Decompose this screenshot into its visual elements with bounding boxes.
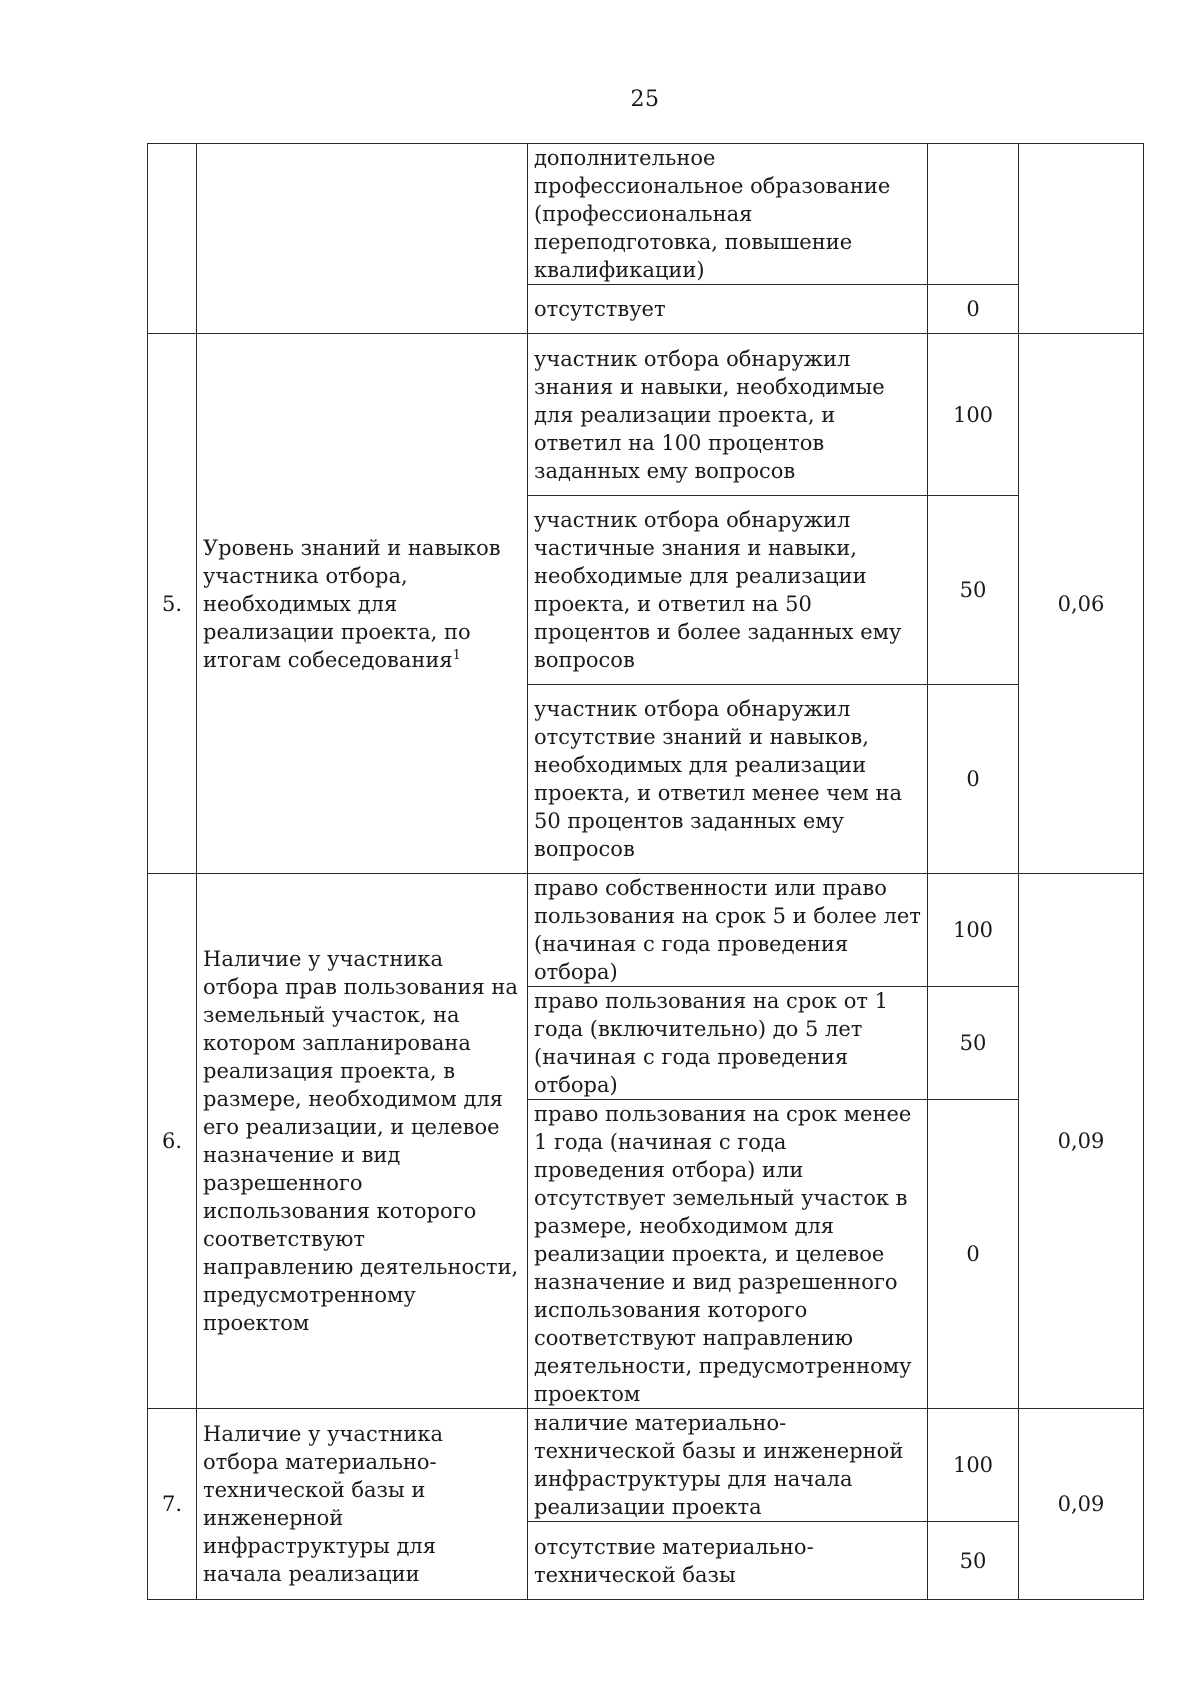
option-text: отсутствие материально-технической базы (528, 1522, 928, 1600)
weight-cell (1019, 144, 1144, 334)
weight-value: 0,09 (1019, 874, 1144, 1409)
option-text: наличие материально-технической базы и инженерной инфраструктуры для начала реализации проекта (528, 1409, 928, 1522)
option-text: отсутствует (528, 285, 928, 334)
option-text: участник отбора обнаружил отсутствие знаний и навыков, необходимых для реализации проекта, и ответил менее чем на 50 процентов заданных ему вопросов (528, 685, 928, 874)
row-number-cell (148, 144, 197, 334)
option-score (928, 144, 1019, 285)
page-number: 25 (630, 87, 660, 112)
weight-value: 0,09 (1019, 1409, 1144, 1600)
option-score: 100 (928, 1409, 1019, 1522)
row-number: 6. (148, 874, 197, 1409)
option-score: 50 (928, 1522, 1019, 1600)
footnote-mark: 1 (452, 647, 461, 663)
criterion-text: Наличие у участника отбора прав пользования на земельный участок, на котором запланирована реализация проекта, в размере, необходимом для его реализации, и целевое назначение и вид разрешенного использования которого соответствуют направлению деятельности, предусмотренному проектом (197, 874, 528, 1409)
option-score: 0 (928, 285, 1019, 334)
table-row (148, 874, 1144, 987)
option-score: 50 (928, 987, 1019, 1100)
option-score: 0 (928, 1100, 1019, 1409)
option-text: право собственности или право пользования на срок 5 и более лет (начиная с года проведения отбора) (528, 874, 928, 987)
option-score: 100 (928, 334, 1019, 496)
option-text: право пользования на срок от 1 года (включительно) до 5 лет (начиная с года проведения отбора) (528, 987, 928, 1100)
option-score: 50 (928, 496, 1019, 685)
criterion-text: Наличие у участника отбора материально-технической базы и инженерной инфраструктуры для начала реализации (197, 1409, 528, 1600)
row-number: 7. (148, 1409, 197, 1600)
option-text: право пользования на срок менее 1 года (начиная с года проведения отбора) или отсутствует земельный участок в размере, необходимом для реализации проекта, и целевое назначение и вид разрешенного использования которого соответствуют направлению деятельности, предусмотренному проектом (528, 1100, 928, 1409)
weight-value: 0,06 (1019, 334, 1144, 874)
table-row (148, 334, 1144, 496)
criterion-label: Уровень знаний и навыков участника отбора, необходимых для реализации проекта, по итогам собеседования (203, 535, 501, 672)
row-number: 5. (148, 334, 197, 874)
option-text: участник отбора обнаружил знания и навыки, необходимые для реализации проекта, и ответил на 100 процентов заданных ему вопросов (528, 334, 928, 496)
criteria-table (147, 143, 1144, 1600)
table-row (148, 1409, 1144, 1522)
table-row (148, 144, 1144, 285)
criterion-cell (197, 144, 528, 334)
option-score: 100 (928, 874, 1019, 987)
option-text: участник отбора обнаружил частичные знания и навыки, необходимые для реализации проекта, и ответил на 50 процентов и более заданных ему вопросов (528, 496, 928, 685)
option-text: дополнительное профессиональное образование (профессиональная переподготовка, повышение квалификации) (528, 144, 928, 285)
criterion-text (197, 334, 528, 874)
option-score: 0 (928, 685, 1019, 874)
